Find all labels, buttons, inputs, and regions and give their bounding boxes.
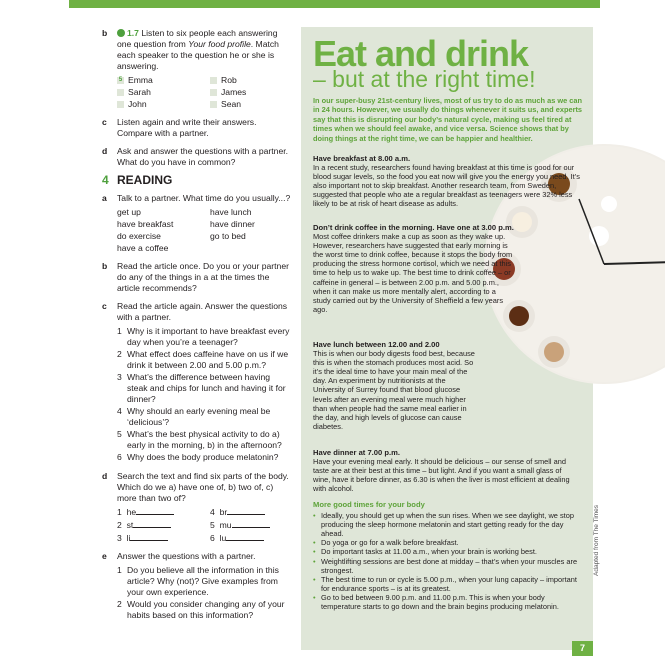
fill-item[interactable]: 3 li bbox=[117, 533, 210, 544]
speaker-name-list bbox=[117, 75, 292, 110]
section-heading: Don’t drink coffee in the morning. Have one at 3.00 p.m. bbox=[313, 223, 514, 232]
answer-box[interactable] bbox=[210, 77, 217, 84]
answer-box[interactable] bbox=[210, 101, 217, 108]
tip-item: • Weightlifting sessions are best done at midday – that’s when your muscles are strongest. bbox=[313, 556, 578, 575]
question-item: 1 Do you believe all the information in this article? Why (not)? Give examples from your own experience. bbox=[117, 565, 279, 597]
tip-item: • Do important tasks at 11.00 a.m., when your brain is working best. bbox=[313, 547, 537, 557]
reading-d: d Search the text and find six parts of the body. Which do we a) have one of, b) two of, c) more than two of? 1 he 4 br 2 st 5 mu 3 li 6 lu bbox=[102, 471, 292, 544]
answer-box[interactable] bbox=[117, 101, 124, 108]
speaker-item[interactable]: 5 Emma bbox=[118, 75, 153, 85]
answer-box[interactable] bbox=[210, 89, 217, 96]
blank-line bbox=[136, 514, 174, 515]
question-item: 2 Would you consider changing any of your habits based on this information? bbox=[117, 599, 285, 620]
answer-box[interactable]: 5 bbox=[118, 77, 123, 83]
page-number: 7 bbox=[572, 641, 593, 656]
exercise-letter: b bbox=[102, 28, 108, 38]
article-body bbox=[313, 154, 583, 209]
tip-item: • Go to bed between 9.00 p.m. and 11.00 p.m. This is when your body temperature starts to go down and the brain begins producing melatonin. bbox=[313, 592, 559, 612]
fill-item[interactable]: 6 lu bbox=[210, 533, 290, 544]
section-text: Have your evening meal early. It should be delicious – our sense of smell and taste are at their best at this time – but light. And if you want a small glass of wine, have it before dinner, as 6.30 is when the liver is most efficient at dealing with alcohol. bbox=[313, 457, 570, 494]
speaker-item[interactable]: Sarah bbox=[117, 87, 210, 98]
activity-list: get up have lunch have breakfast have dinner do exercise go to bed have a coffee bbox=[117, 207, 255, 253]
section-heading: Have dinner at 7.00 p.m. bbox=[313, 448, 400, 457]
tips-list bbox=[313, 511, 581, 611]
reading-a: a Talk to a partner. What time do you usually...? get up have lunch have breakfast have dinner do exercise go to bed have a coffee bbox=[102, 193, 291, 253]
left-column bbox=[102, 28, 292, 629]
blank-line bbox=[232, 527, 270, 528]
section-text: Most coffee drinkers make a cup as soon as they wake up. However, researchers have suggested that early morning is the worst time to drink coffee, because it stops the body from producing the stress hormone cortisol, which we need at this time to help us to wake up. The best time to drink coffee – or caffeine in general – is between 2.00 p.m. and 5.00 p.m., when it can make us more mentally alert, according to a study carried out by the University of Sheffield a few years ago. bbox=[313, 232, 513, 314]
fill-in-list bbox=[117, 507, 292, 544]
section-text: This is when our body digests food best, because this is when the stomach produces most acid. So it’s the ideal time to have your main meal of the day. An experiment by nutritionists at the University of Surrey found that blood glucose levels after an evening meal were much higher than when people had the same meal earlier in the day, and high levels of glucose can cause diabetes. bbox=[313, 349, 475, 431]
section-heading: Have breakfast at 8.00 a.m. bbox=[313, 154, 411, 163]
section-heading-reading: 4 READING bbox=[102, 173, 173, 187]
section-text: In a recent study, researchers found having breakfast at this time is good for our blood sugar levels, so the food you eat now will give you the energy you need. It’s also important not to skip breakfast. Another research team, from Sweden, suggested that people who ate a regular breakfast as teenagers were 32% less likely to be at risk of heart disease as adults. bbox=[313, 163, 580, 209]
question-item: 5 What’s the best physical activity to do a) early in the morning, b) in the afternoon? bbox=[117, 429, 282, 450]
tip-item: • The best time to run or cycle is 5.00 p.m., when your lung capacity – important for endurance sports – is at its greatest. bbox=[313, 574, 577, 593]
fill-item[interactable]: 1 he bbox=[117, 507, 210, 518]
question-item: 4 Why should an early evening meal be ‘delicious’? bbox=[117, 406, 271, 427]
fill-item[interactable]: 2 st bbox=[117, 520, 210, 531]
fill-item[interactable]: 4 br bbox=[210, 507, 290, 518]
question-item: 3 What’s the difference between having steak and chips for lunch and having it for dinner? bbox=[117, 372, 286, 404]
tip-item: • Ideally, you should get up when the sun rises. When we see daylight, we stop producing the sleep hormone melatonin and start getting ready for the day ahead. bbox=[313, 511, 574, 539]
article-subtitle: – but at the right time! bbox=[313, 66, 536, 92]
question-item: 1 Why is it important to have breakfast every day when you’re a teenager? bbox=[117, 326, 290, 347]
article-title: Eat and drink bbox=[313, 33, 529, 74]
section-heading: Have lunch between 12.00 and 2.00 bbox=[313, 340, 440, 349]
reading-e: e Answer the questions with a partner. 1 Do you believe all the information in this article? Why (not)? Give examples from your own experience. 2 Would you consider changing any of your habits based on this information? bbox=[102, 551, 292, 622]
article-intro: In our super-busy 21st-century lives, most of us try to do as much as we can in 24 hours. However, we usually do things whenever it suits us, and experts say that this is disrupting our body’s natural cycle, making us feel tired at times when we should feel awake, and vice versa. Science shows that by doing things at the right time, we can be happier and healthier. bbox=[313, 96, 583, 143]
audio-icon bbox=[117, 29, 125, 37]
reading-b: b Read the article once. Do you or your partner do any of the things in a at the times the article recommends? bbox=[102, 261, 289, 293]
audio-track[interactable]: 1.7 bbox=[117, 28, 139, 38]
answer-box[interactable] bbox=[117, 89, 124, 96]
blank-line bbox=[226, 540, 264, 541]
fill-item[interactable]: 5 mu bbox=[210, 520, 290, 531]
exercise-b-listen: b 1.7 Listen to six people each answering one question from Your food profile. Match each speaker to the question he or she is answering. 5 Emma Rob Sarah James John Sean bbox=[102, 28, 292, 110]
speaker-item[interactable]: Sean bbox=[210, 99, 290, 110]
top-color-bar bbox=[69, 0, 600, 8]
article-panel bbox=[301, 27, 593, 650]
speaker-item[interactable]: John bbox=[117, 99, 210, 110]
blank-line bbox=[130, 540, 168, 541]
tip-item: • Do yoga or go for a walk before breakfast. bbox=[313, 538, 459, 548]
exercise-c-listen: c Listen again and write their answers. Compare with a partner. bbox=[102, 117, 257, 138]
tips-heading: More good times for your body bbox=[313, 500, 425, 509]
speaker-item[interactable]: James bbox=[210, 87, 290, 98]
tips-box bbox=[313, 500, 581, 611]
question-list bbox=[117, 326, 292, 463]
exercise-d-speak: d Ask and answer the questions with a partner. What do you have in common? bbox=[102, 146, 289, 167]
source-credit: Adapted from The Times bbox=[593, 504, 600, 576]
question-list bbox=[117, 565, 292, 621]
reading-c: c Read the article again. Answer the questions with a partner. 1 Why is it important to have breakfast every day when you’re a teenager? 2 What effect does caffeine have on us if we drink it between 2.00 and 5.00 p.m.? 3 What’s the difference between having steak and chips for lunch and having it for dinner? 4 Why should an early evening meal be ‘delicious’? 5 What’s the best physical activity to do a) early in the morning, b) in the afternoon? 6 Why does the body produce melatonin? bbox=[102, 301, 292, 464]
question-item: 6 Why does the body produce melatonin? bbox=[117, 452, 279, 462]
speaker-item[interactable]: Rob bbox=[210, 75, 290, 86]
blank-line bbox=[227, 514, 265, 515]
question-item: 2 What effect does caffeine have on us if we drink it between 2.00 and 5.00 p.m.? bbox=[117, 349, 289, 370]
blank-line bbox=[133, 527, 171, 528]
